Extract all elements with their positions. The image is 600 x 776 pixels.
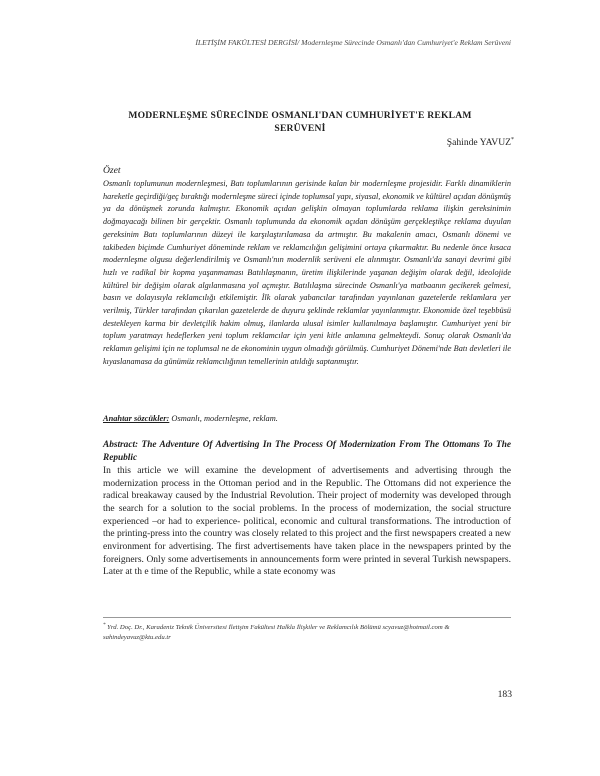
keywords — [103, 414, 278, 423]
ozet-heading: Özet — [103, 165, 121, 176]
keywords-value: Osmanlı, modernleşme, reklam. — [169, 414, 278, 423]
footnote-mark: * — [103, 623, 106, 628]
author-name — [447, 137, 514, 148]
author-footnote-mark: * — [511, 137, 514, 143]
footnote-text: Yrd. Doç. Dr., Karadeniz Teknik Üniversitesi İletişim Fakültesi Halkla İlişkiler ve Reklamcılık Bölümü scyavuz@hotmail.com & sahindeyavuz@ktu.edu.tr — [103, 624, 450, 642]
keywords-label: Anahtar sözcükler: — [103, 414, 170, 423]
running-head: İLETİŞİM FAKÜLTESİ DERGİSİ/ Modernleşme Sürecinde Osmanlı'dan Cumhuriyet'e Reklam Serüveni — [195, 38, 511, 47]
abstract-heading: Abstract: The Adventure Of Advertising In The Process Of Modernization From The Ottomans To The Republic — [103, 440, 511, 463]
article-title: MODERNLEŞME SÜRECİNDE OSMANLI'DAN CUMHURİYET'E REKLAM SERÜVENİ — [128, 110, 472, 134]
footnote-divider — [103, 617, 511, 618]
author-name-text: Şahinde YAVUZ — [446, 137, 511, 149]
footnote — [103, 621, 511, 643]
abstract-body: In this article we will examine the development of advertisements and advertising through the modernization process in the Ottoman period and in the Republic. The Ottomans did not experience the radical breakaway caused by the Industrial Revolution. Their project of modernity was developed through the search for a solution to the social problems. In the process of modernization, the social structure experienced –or had to experience- political, economic and cultural transformations. The introduction of the printing-press into the country was closely related to this project and the first newspapers created a new environment for advertising. The first advertisements have taken place in the newspapers printed by the foreigners. Only some advertisements in announcements form were printed in several Turkish newspapers. Later at th e time of the Republic, while a state economy was — [103, 466, 511, 578]
page-number: 183 — [497, 689, 512, 700]
ozet-body: Osmanlı toplumunun modernleşmesi, Batı toplumlarının gerisinde kalan bir modernleşme projesidir. Farklı dinamiklerin hareketle geçirdiği/geç bıraktığı modernleşme süreci içinde toplumsal yapı, siyasal, ekonomik ve kültürel açıdan dönüşmüş ya da dönüşmek zorunda kalmıştır. Ekonomik açıdan gelişkin olmayan toplumlarda reklama ilişkin gereksinimin doğmayacağı bilinen bir gerçektir. Osmanlı toplumunda da ekonomik açıdan dönüşüm gerçekleştikçe reklama duyulan gereksinim Batı toplumlarının düzeyi ile karşılaştırılamasa da artmıştır. Bu makalenin amacı, Osmanlı dönemi ve takibeden biçimde Cumhuriyet döneminde reklam ve reklamcılığın gelişimini ortaya çıkarmaktır. Bu nedenle önce kısaca modernleşme olgusu değerlendirilmiş ve Osmanlı'nın modernlik serüveni ele alınmıştır. Osmanlı'da sanayi devrimi gibi hızlı ve radikal bir kopma yaşanmaması Batılılaşmanın, üretim ilişkilerinde yaşanan değişim olarak değil, ideolojide kültürel bir değişim olarak algılanmasına yol açmıştır. Batılılaşma sürecinde Osmanlı'ya matbaanın gecikerek gelmesi, basın ve dolayısıyla reklamcılığı etkilemiştir. İlk olarak yabancılar tarafından yayınlanan gazetelerde reklamlara yer verilmiş, Türkler tarafından çıkarılan gazetelerde de duyuru şeklinde reklamlar yayınlanmıştır. Ekonomide özel teşebbüsü destekleyen karma bir devletçilik hakim olmuş, ilanlarda ulusal isimler kullanılmaya başlamıştır. Cumhuriyet yeni bir toplum yaratmayı hedeflerken yeni toplum reklamcılar için yeni kitle anlamına gelmekteydi. Sonuç olarak Osmanlı'da reklamın gelişimi için ne toplumsal ne de ekonominin uygun olmadığı görülmüş. Cumhuriyet Dönemi'nde Batı devletleri ile kıyaslanamasa da günümüz reklamcılığının temellerinin atıldığı saptanmıştır. — [103, 179, 511, 366]
